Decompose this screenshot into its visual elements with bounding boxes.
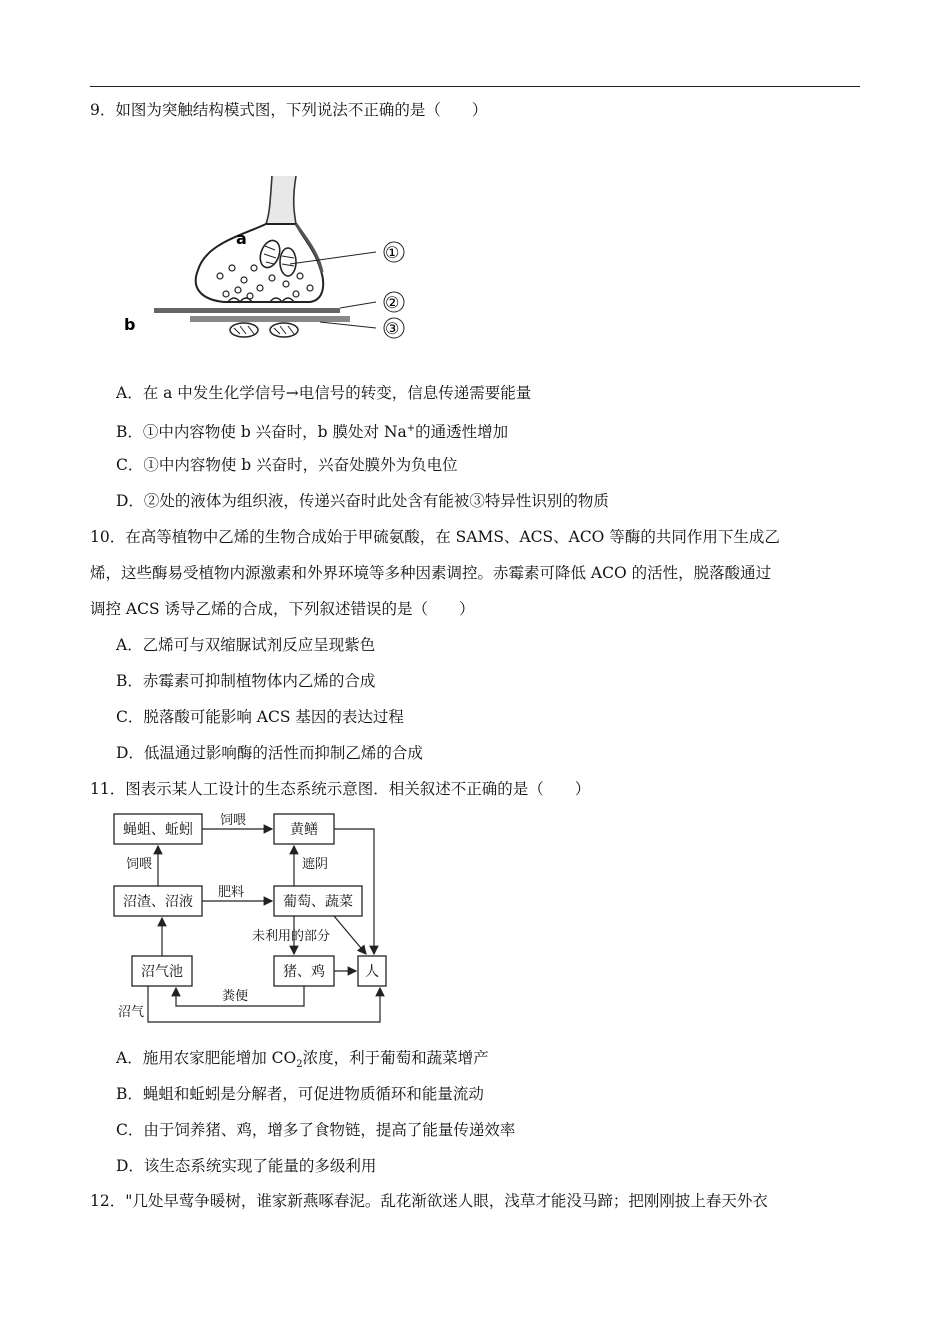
- marker-1: ①: [385, 243, 400, 262]
- synapse-figure: [120, 172, 420, 350]
- q10-stem-line-2: 烯，这些酶易受植物内源激素和外界环境等多种因素调控。赤霉素可降低 ACO 的活性，脱落酸通过: [90, 564, 772, 582]
- box-maggot: 蝇蛆、蚯蚓: [123, 822, 193, 838]
- ecosystem-figure: [108, 810, 398, 1026]
- q10-option-d[interactable]: D．低温通过影响酶的活性而抑制乙烯的合成: [116, 744, 423, 762]
- box-human: 人: [365, 964, 379, 980]
- q9-option-b[interactable]: B．①中内容物使 b 兴奋时，b 膜处对 Na+的通透性增加: [116, 423, 509, 442]
- box-residue: 沼渣、沼液: [123, 894, 193, 910]
- q10-option-b[interactable]: B．赤霉素可抑制植物体内乙烯的合成: [116, 672, 376, 690]
- marker-3: ③: [385, 319, 400, 338]
- header-rule: [90, 86, 860, 87]
- label-unused: 未利用的部分: [252, 929, 331, 944]
- box-grape: 葡萄、蔬菜: [283, 894, 353, 910]
- q9-option-d[interactable]: D．②处的液体为组织液，传递兴奋时此处含有能被③特异性识别的物质: [116, 492, 609, 510]
- marker-2: ②: [385, 293, 400, 312]
- q11-option-a[interactable]: A．施用农家肥能增加 $CO_2$浓度，利于葡萄和蔬菜增产: [116, 1049, 489, 1071]
- q11-option-d[interactable]: D．该生态系统实现了能量的多级利用: [116, 1157, 377, 1175]
- q11-option-c[interactable]: C．由于饲养猪、鸡，增多了食物链，提高了能量传递效率: [116, 1121, 516, 1139]
- label-feed-top: 饲喂: [220, 813, 247, 828]
- label-a: a: [236, 229, 247, 248]
- q10-stem-line-3: 调控 ACS 诱导乙烯的合成，下列叙述错误的是（ ）: [90, 600, 475, 618]
- label-manure: 粪便: [222, 989, 249, 1004]
- box-pig: 猪、鸡: [283, 964, 325, 980]
- q10-stem-line-1: 10．在高等植物中乙烯的生物合成始于甲硫氨酸，在 SAMS、ACS、ACO 等酶的共同作用下生成乙: [90, 528, 780, 546]
- label-shade: 遮阴: [302, 857, 329, 872]
- q12-stem: 12．"几处早莺争暖树，谁家新燕啄春泥。乱花渐欲迷人眼，浅草才能没马蹄；把刚刚披上春天外衣: [90, 1192, 768, 1210]
- q9-stem: 9．如图为突触结构模式图，下列说法不正确的是（ ）: [90, 101, 488, 119]
- q10-option-c[interactable]: C．脱落酸可能影响 ACS 基因的表达过程: [116, 708, 404, 726]
- label-biogas: 沼气: [118, 1005, 145, 1020]
- box-eel: 黄鳝: [290, 822, 318, 838]
- q11-option-b[interactable]: B．蝇蛆和蚯蚓是分解者，可促进物质循环和能量流动: [116, 1085, 484, 1103]
- q9-option-a[interactable]: A．在 a 中发生化学信号→电信号的转变，信息传递需要能量: [116, 384, 532, 402]
- q11-stem: 11．图表示某人工设计的生态系统示意图．相关叙述不正确的是（ ）: [90, 780, 591, 798]
- box-pool: 沼气池: [141, 964, 183, 980]
- q10-option-a[interactable]: A．乙烯可与双缩脲试剂反应呈现紫色: [116, 636, 376, 654]
- label-feed-left: 饲喂: [126, 857, 153, 872]
- label-fertilizer: 肥料: [218, 885, 245, 900]
- q9-option-c[interactable]: C．①中内容物使 b 兴奋时，兴奋处膜外为负电位: [116, 456, 458, 474]
- label-b: b: [124, 315, 136, 334]
